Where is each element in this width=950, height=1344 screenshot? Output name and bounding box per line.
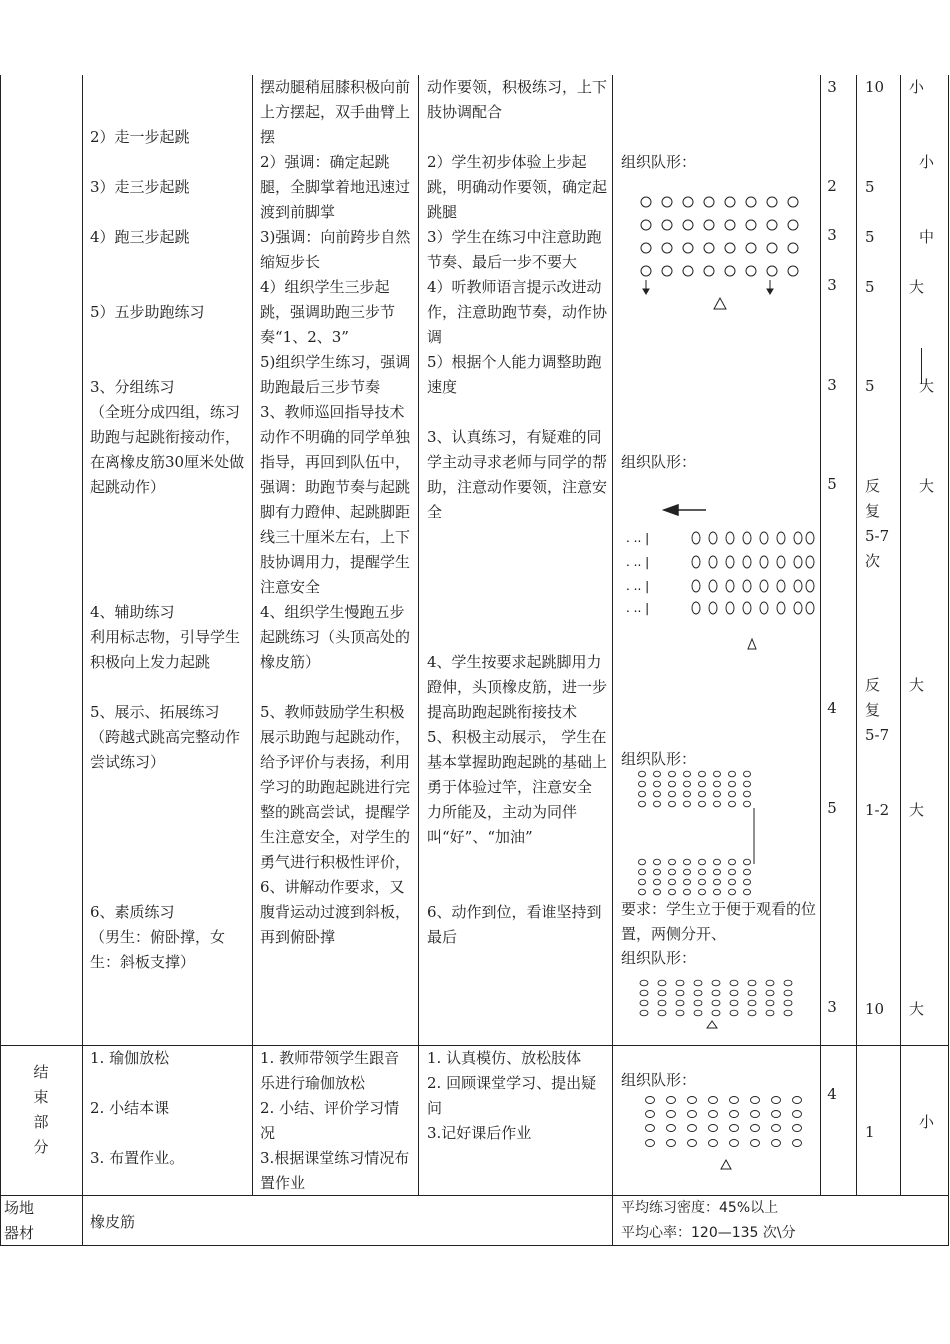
- student-activity-cell: 1. 认真模仿、放松肢体 2. 回顾课堂学习、提出疑问 3.记好课后作业: [427, 1049, 597, 1142]
- intensity-value: 小: [919, 153, 935, 171]
- teacher-activity-cell: 1. 教师带领学生跟音乐进行瑜伽放松 2. 小结、评价学习情况 3.根据课堂练习情况布置作业: [260, 1049, 410, 1192]
- count-value: 5: [865, 278, 875, 296]
- count-value: 5: [865, 178, 875, 196]
- intensity-value: 大: [909, 676, 925, 694]
- time-value: 2: [827, 177, 837, 195]
- formation-diagram-exercise: [636, 978, 796, 1033]
- student-rows: [692, 532, 814, 614]
- venue-equipment-label: 场地 器材: [4, 1199, 35, 1242]
- formation-label: 组织队形：: [621, 750, 697, 768]
- section-label: 结 束 部 分: [33, 1063, 49, 1156]
- time-value: 3: [827, 376, 837, 394]
- formation-label: 组织队形：: [621, 453, 697, 471]
- column-divider: [856, 75, 857, 1195]
- column-divider: [418, 75, 419, 1195]
- time-value: 4: [827, 1085, 837, 1103]
- intensity-value: 小: [909, 78, 925, 96]
- formation-diagram-lines: [630, 190, 810, 310]
- jump-line-marker: . .. |: [626, 601, 650, 615]
- jump-line-marker: . .. |: [626, 555, 650, 569]
- jump-line-marker: . .. |: [626, 531, 650, 545]
- table-border-right: [948, 75, 949, 1246]
- practice-density: 平均练习密度：45%以上: [621, 1200, 779, 1216]
- count-value: 1: [865, 1123, 875, 1141]
- formation-diagram-ending: [644, 1094, 814, 1174]
- student-rows: [641, 197, 798, 276]
- intensity-value: 大: [919, 377, 935, 395]
- column-divider: [82, 75, 83, 1246]
- average-heart-rate: 平均心率：120—135 次\分: [621, 1225, 796, 1241]
- intensity-value: 小: [919, 1113, 935, 1131]
- time-value: 3: [827, 78, 837, 96]
- teacher-marker: [714, 298, 726, 309]
- count-value: 5: [865, 228, 875, 246]
- student-rows: [646, 1097, 802, 1147]
- intensity-value: 大: [919, 477, 935, 495]
- time-value: 3: [827, 998, 837, 1016]
- jump-line-marker: . .. |: [626, 579, 650, 593]
- intensity-value: 大: [909, 1000, 925, 1018]
- teacher-marker: [707, 1021, 717, 1028]
- intensity-value: 中: [919, 228, 935, 246]
- student-block-bottom: [639, 859, 751, 895]
- teacher-activity-cell: 摆动腿稍屈膝积极向前上方摆起，双手曲臂上摆 2）强调：确定起跳腿，全脚掌着地迅速过渡到前脚掌 3)强调：向前跨步自然缩短步长 4）组织学生三步起跳，强调助跑三步节奏“1、2、3” 5)组织学生练习，强调助跑最后三步节奏 3、教师巡回指导技术动作不明确的同学单独指导，再回到队伍中，强调：助跑节奏与起跳脚有力蹬伸、起跳脚距线三十厘米左右，上下肢协调用力，提醒学生注意安全 4、组织学生慢跑五步起跳练习（头顶高处的橡皮筋） 5、教师鼓励学生积极展示助跑与起跳动作，给予评价与表扬，利用学习的助跑起跳进行完整的跳高尝试，提醒学生注意安全，对学生的勇气进行积极性评价， 6、讲解动作要求，又腹背运动过渡到斜板，再到俯卧撑: [260, 78, 411, 946]
- direction-arrows: [643, 280, 773, 294]
- count-value: 1-2: [865, 801, 890, 819]
- column-divider: [252, 75, 253, 1195]
- count-value: 反 复 5-7 次: [865, 477, 890, 570]
- intensity-value: 大: [909, 278, 925, 296]
- time-value: 5: [827, 799, 837, 817]
- formation-diagram-demo: [636, 768, 786, 900]
- table-border-bottom: [0, 1245, 949, 1246]
- count-value: 10: [865, 78, 885, 96]
- column-divider: [612, 75, 613, 1246]
- formation-label: 组织队形：: [621, 153, 697, 171]
- student-activity-cell: 动作要领，积极练习，上下肢协调配合 2）学生初步体验上步起跳，明确动作要领，确定起跳腿 3）学生在练习中注意助跑节奏、最后一步不要大 4）听教师语言提示改进动作，注意助跑节奏，动作协调 5）根据个人能力调整助跑速度 3、认真练习，有疑难的同学主动寻求老师与同学的帮助，注意动作要领，注意安全 4、学生按要求起跳脚用力蹬伸，头顶橡皮筋，进一步提高助跑起跳衔接技术 5、积极主动展示， 学生在基本掌握助跑起跳的基础上勇于体验过竿，注意安全 力所能及，主动为同伴叫“好”、“加油” 6、动作到位，看谁坚持到最后: [427, 78, 608, 946]
- student-block-top: [639, 771, 751, 807]
- count-value: 反 复 5-7: [865, 676, 890, 744]
- time-value: 5: [827, 475, 837, 493]
- intensity-value: 大: [909, 801, 925, 819]
- teacher-marker: [748, 639, 756, 649]
- student-rows: [640, 980, 792, 1016]
- content-cell: 1. 瑜伽放松 2. 小结本课 3. 布置作业。: [90, 1049, 185, 1167]
- content-cell: 2）走一步起跳 3）走三步起跳 4）跑三步起跳 5）五步助跑练习 3、分组练习 （全班分成四组，练习 助跑与起跳衔接动作，在离橡皮筋30厘米处做起跳动作） 4、辅助练习 利用标志物，引导学生积极向上发力起跳 5、展示、拓展练习 （跨越式跳高完整动作尝试练习） 6、素质练习 （男生：俯卧撑，女生：斜板支撑）: [90, 128, 245, 971]
- time-value: 3: [827, 276, 837, 294]
- column-divider: [900, 75, 901, 1195]
- row-divider: [0, 1195, 949, 1196]
- time-value: 3: [827, 226, 837, 244]
- count-value: 10: [865, 1000, 885, 1018]
- equipment-value: 橡皮筋: [90, 1213, 136, 1231]
- teacher-marker: [721, 1160, 731, 1169]
- count-value: 5: [865, 377, 875, 395]
- formation-requirement: 要求：学生立于便于观看的位置，两侧分开、: [621, 900, 817, 943]
- run-direction-arrow: [664, 505, 706, 515]
- formation-label: 组织队形：: [621, 949, 697, 967]
- formation-label: 组织队形：: [621, 1071, 697, 1089]
- formation-diagram-groups: [620, 500, 820, 652]
- time-value: 4: [827, 699, 837, 717]
